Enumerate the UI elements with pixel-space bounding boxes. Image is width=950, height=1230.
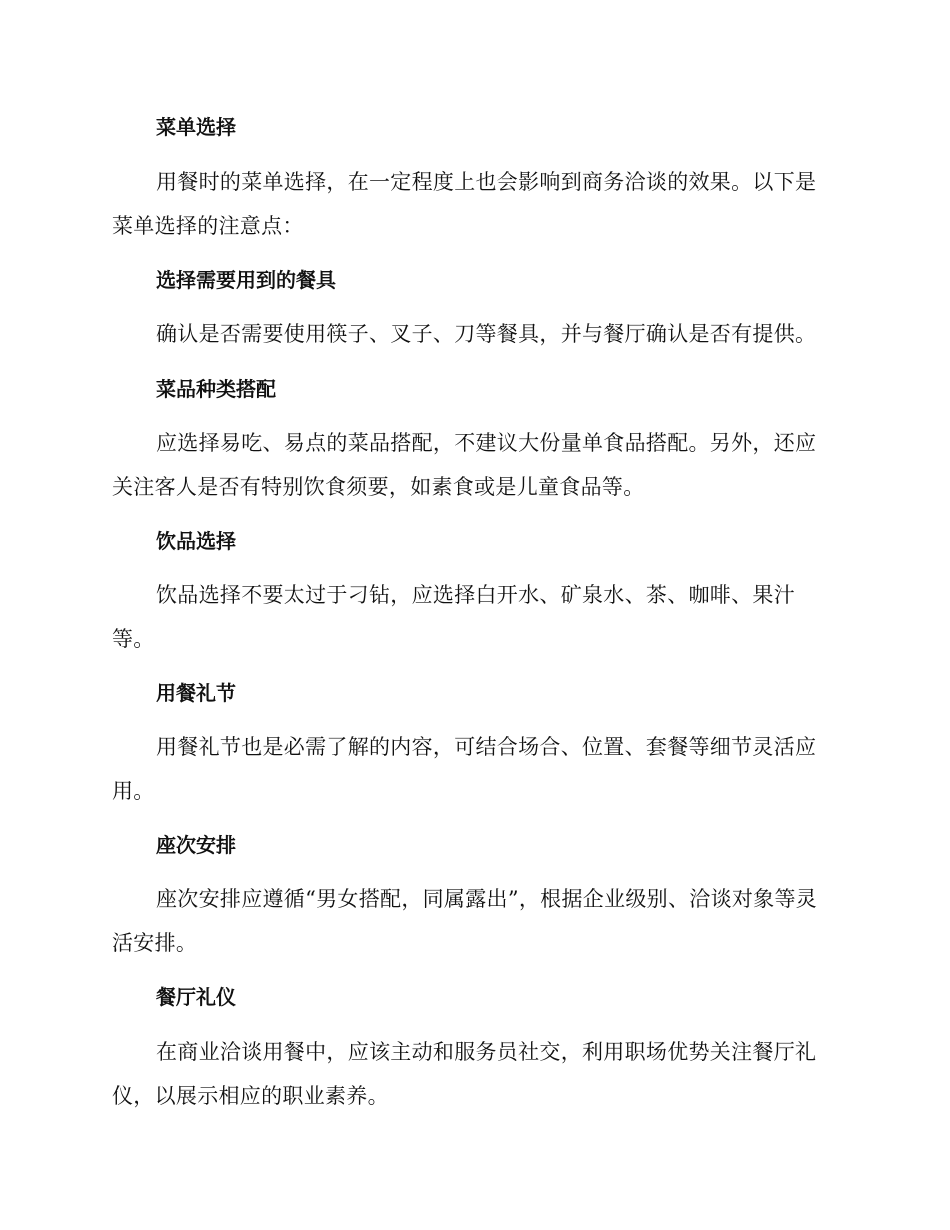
section-paragraph-drink-selection: 饮品选择不要太过于刁钻，应选择白开水、矿泉水、茶、咖啡、果汁等。 (112, 583, 795, 651)
section-heading-dining-etiquette: 用餐礼节 (156, 681, 236, 705)
section-paragraph-dining-etiquette: 用餐礼节也是必需了解的内容，可结合场合、位置、套餐等细节灵活应用。 (112, 735, 817, 803)
section-heading-drink-selection: 饮品选择 (156, 529, 236, 553)
section-heading-restaurant-etiquette: 餐厅礼仪 (156, 985, 236, 1009)
section-paragraph-tableware: 确认是否需要使用筷子、叉子、刀等餐具，并与餐厅确认是否有提供。 (156, 322, 817, 346)
section-heading-dish-pairing: 菜品种类搭配 (156, 377, 276, 401)
section-paragraph-menu-selection: 用餐时的菜单选择，在一定程度上也会影响到商务洽谈的效果。以下是菜单选择的注意点： (112, 170, 817, 238)
section-heading-tableware: 选择需要用到的餐具 (156, 268, 336, 292)
section-paragraph-dish-pairing: 应选择易吃、易点的菜品搭配，不建议大份量单食品搭配。另外，还应关注客人是否有特别饮食须要，如素食或是儿童食品等。 (112, 431, 817, 499)
section-heading-seating: 座次安排 (156, 833, 236, 857)
section-paragraph-restaurant-etiquette: 在商业洽谈用餐中，应该主动和服务员社交，利用职场优势关注餐厅礼仪，以展示相应的职业素养。 (112, 1040, 817, 1108)
section-heading-menu-selection: 菜单选择 (156, 115, 236, 139)
section-paragraph-seating: 座次安排应遵循“男女搭配，同属露出”，根据企业级别、洽谈对象等灵活安排。 (112, 887, 818, 955)
